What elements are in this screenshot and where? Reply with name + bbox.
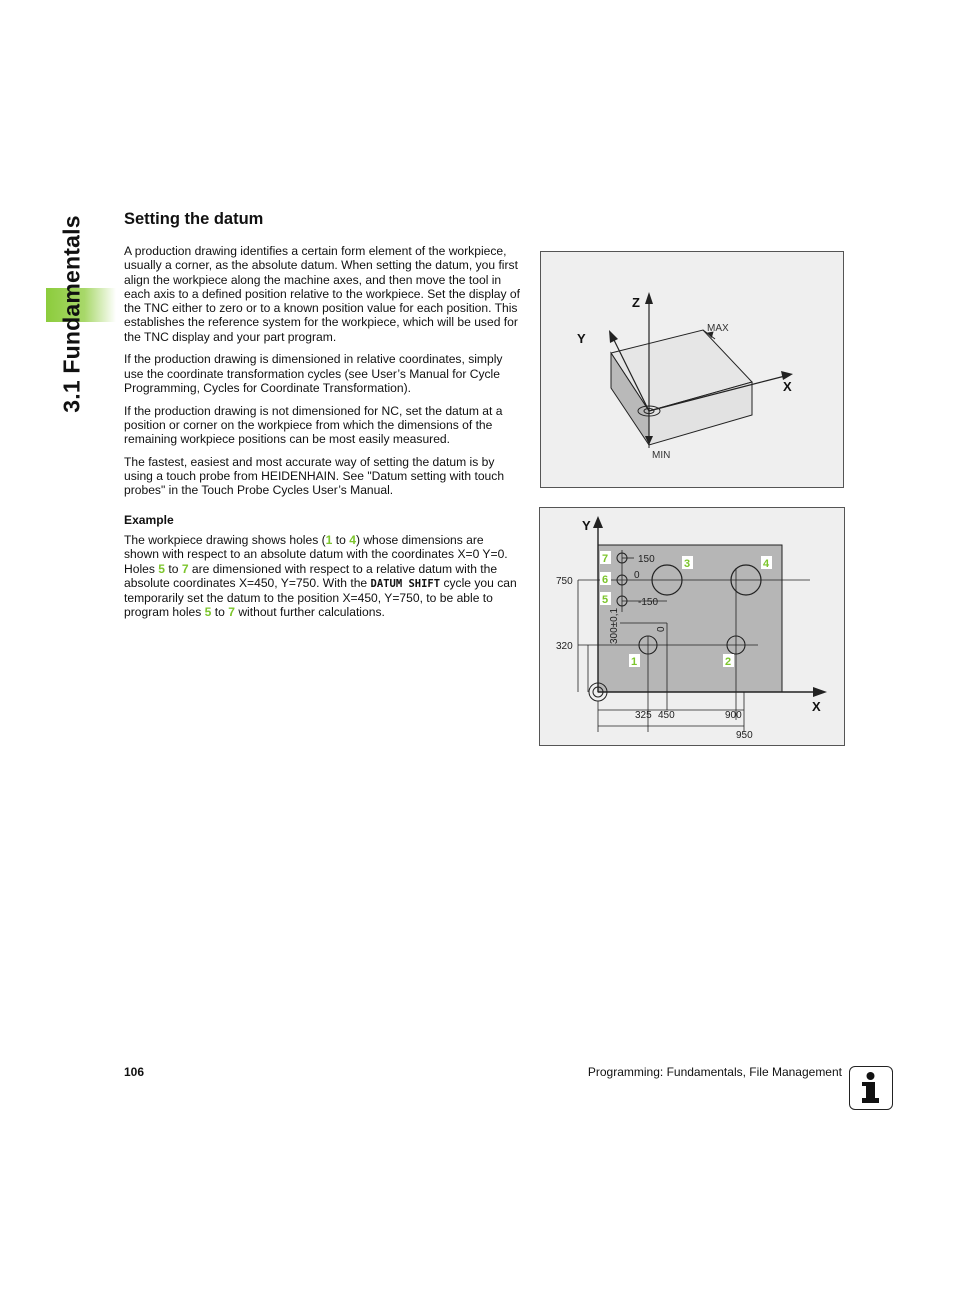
example-text: The workpiece drawing shows holes ( [124, 532, 326, 547]
paragraph: A production drawing identifies a certain form element of the workpiece, usually a corner, as the absolute datum. When setting the datum, you first align the workpiece along the machine axes, and then move the tool in each axis to a defined position relative to the workpiece. Set the display of the TNC either to zero or to a known position value for each position. This establishes the reference system for the workpiece, which will be used for the TNC display and your part program. [124, 244, 520, 344]
hole-ref: 4 [349, 532, 356, 547]
hole-ref: 1 [325, 532, 333, 547]
example-text: cycle you can temporarily set the datum to the position X=450, Y=750, to be able to program holes [124, 575, 517, 620]
footer-title: Programming: Fundamentals, File Management [587, 1065, 842, 1079]
example-text: to [211, 605, 229, 620]
dim-label-320: 320 [556, 641, 573, 652]
rel-label-minus150: -150 [638, 597, 659, 608]
rel-label-300: 300±0,1 [609, 607, 620, 644]
max-label: MAX [707, 323, 729, 334]
paragraph: If the production drawing is not dimensioned for NC, set the datum at a position or corner on the workpiece from which the dimensions of the remaining workpiece positions can be most easily measured. [124, 403, 503, 447]
section-heading: Setting the datum [124, 210, 264, 228]
y-axis-label: Y [577, 331, 586, 346]
hole-number-1: 1 [631, 656, 638, 668]
rel-label-0-vertical: 0 [656, 626, 667, 632]
y-axis-label: Y [582, 518, 591, 533]
hole-number-7: 7 [602, 553, 609, 565]
info-icon [849, 1066, 893, 1110]
z-arrow [645, 292, 653, 304]
dim-label-325: 325 [635, 710, 652, 721]
example-text: to [332, 532, 350, 547]
y-arrow [593, 516, 603, 528]
dim-label-950: 950 [736, 730, 753, 741]
x-axis-label: X [783, 379, 792, 394]
page-number: 106 [124, 1065, 145, 1079]
x-axis-label: X [812, 699, 821, 714]
min-label: MIN [652, 450, 671, 461]
paragraph: The fastest, easiest and most accurate way of setting the datum is by using a touch probe from HEIDENHAIN. See "Datum setting with touch probes" in the Touch Probe Cycles User’s Manual. [124, 454, 505, 498]
example-title: Example [124, 512, 174, 527]
x-arrow [813, 687, 827, 697]
z-axis-label: Z [632, 295, 640, 310]
example-text: to [165, 561, 182, 576]
hole-number-5: 5 [602, 594, 609, 606]
hole-ref: 7 [181, 561, 189, 576]
example-text: are dimensioned with respect to a relative datum with the absolute coordinates X=450, Y=750. With the [124, 561, 498, 590]
hole-drawing [540, 508, 846, 747]
figure-workpiece-3d [540, 251, 844, 488]
figure-hole-drawing [539, 507, 845, 746]
paragraph: If the production drawing is dimensioned in relative coordinates, simply use the coordinate transformation cycles (see User’s Manual for Cycle Programming, Cycles for Coordinate Transformation). [124, 352, 503, 395]
hole-ref: 5 [158, 561, 166, 576]
example-paragraph [124, 533, 520, 620]
hole-ref: 7 [228, 605, 235, 620]
hole-number-6: 6 [602, 574, 609, 586]
y-arrow [609, 330, 618, 343]
hole-ref: 5 [204, 605, 212, 620]
section-title-vertical: 3.1 Fundamentals [58, 215, 85, 413]
rel-label-150: 150 [638, 554, 655, 565]
workpiece-3d-drawing [541, 252, 845, 489]
body-text [124, 244, 520, 628]
hole-number-4: 4 [763, 558, 770, 570]
datum-shift-code: DATUM SHIFT [370, 577, 441, 590]
dim-label-450: 450 [658, 710, 675, 721]
info-glyph [850, 1067, 891, 1108]
hole-number-2: 2 [725, 656, 732, 668]
rel-label-0: 0 [634, 570, 640, 581]
dim-label-900: 900 [725, 710, 742, 721]
example-text: ) whose dimensions are shown with respect to an absolute datum with the coordinates X=0 Y=0. Holes [124, 532, 508, 576]
hole-number-3: 3 [684, 558, 691, 570]
example-text: without further calculations. [234, 605, 385, 620]
dim-label-750: 750 [556, 576, 573, 587]
